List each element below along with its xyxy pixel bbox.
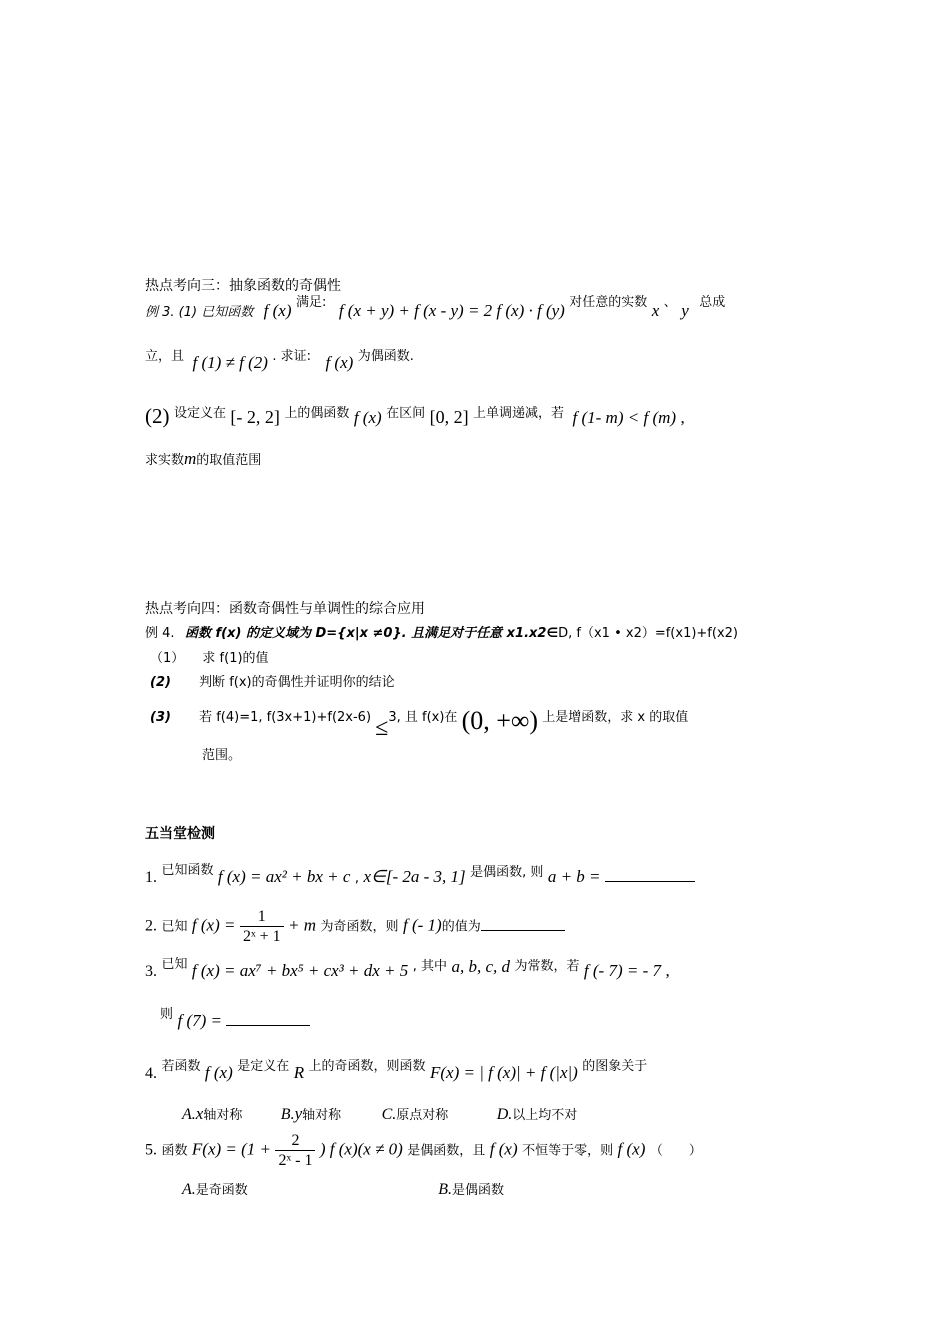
example3-any: 对任意的实数 <box>569 295 648 310</box>
q5-number: 5. <box>145 1141 157 1159</box>
q5-F-right-text: ) f (x)(x ≠ 0) <box>319 1139 403 1159</box>
question-5-options <box>182 1180 504 1201</box>
q5-F-right <box>320 1140 403 1159</box>
q4-option-b-var-text: y <box>294 1104 303 1123</box>
q4-option-d: 以上均不对 <box>512 1108 578 1123</box>
q4-option-b-letter <box>281 1106 295 1123</box>
q4-R-text: R <box>293 1063 305 1082</box>
example3-satisfy: 满足: <box>295 295 327 310</box>
section5-heading: 五当堂检测 <box>145 826 215 842</box>
q3-function-text: f (x) = ax⁷ + bx⁵ + cx³ + dx + 5 <box>191 961 409 980</box>
q5-F-left <box>192 1140 271 1159</box>
section4-heading: 热点考向四：函数奇偶性与单调性的综合应用 <box>145 601 425 617</box>
q1-text-a: 已知函数 <box>161 863 214 878</box>
q4-option-a-letter-text: A. <box>182 1106 196 1123</box>
q1-text-c: 是偶函数, 则 <box>470 865 544 880</box>
example3-sep: 、 <box>663 295 677 310</box>
item3-text-a: 若 f(4)=1, f(3x+1)+f(2x-6) <box>199 710 372 725</box>
example3-condition <box>192 353 267 372</box>
item3-interval: (0, +∞) <box>461 706 539 735</box>
q4-option-a: 轴对称 <box>203 1108 243 1123</box>
example4-text-a: 函数 f(x) 的定义域为 D={x|x ≠0}. 且满足对于任意 x1.x2∈ <box>185 626 559 641</box>
example4-line <box>145 624 738 643</box>
example3-part2-line2 <box>145 448 261 470</box>
part2-inequality <box>573 408 677 427</box>
part2-line2-a: 求实数 <box>145 453 185 468</box>
q4-text-c: 上的奇函数，则函数 <box>308 1059 426 1074</box>
q4-F-text: F(x) = | f (x)| + f (|x|) <box>430 1063 578 1082</box>
part2-interval: [- 2, 2] <box>230 407 280 427</box>
item1-text: 求 f(1)的值 <box>202 651 269 666</box>
q2-text-a: 已知 <box>161 919 188 935</box>
q3-constants <box>451 957 510 976</box>
example3-fx2-text: f (x) <box>325 353 354 372</box>
question-5 <box>145 1131 702 1170</box>
q4-option-a-letter <box>182 1106 196 1123</box>
example4-item2 <box>150 675 395 692</box>
q5-paren: （ ） <box>649 1143 702 1159</box>
part2-fx <box>354 408 382 427</box>
q2-answer-blank[interactable] <box>481 916 565 931</box>
q1-ask-text: a + b = <box>547 867 601 886</box>
q5-fraction-numerator: 2 <box>275 1131 315 1151</box>
example3-always: 总成 <box>699 295 726 310</box>
q4-fx <box>205 1063 233 1082</box>
example4-item3 <box>150 700 689 741</box>
q1-number: 1. <box>145 869 157 886</box>
q4-R <box>294 1063 304 1082</box>
q4-fx-text: f (x) <box>204 1063 233 1082</box>
item3-text-c: 上是增函数，求 x 的取值 <box>542 710 689 725</box>
example4-label: 例 4. <box>145 626 175 641</box>
q3-text-a: 已知 <box>161 957 188 972</box>
q3-text-b: , 其中 <box>412 959 447 974</box>
example3-prove: . 求证: <box>272 349 311 364</box>
item3-text-b: 3, 且 f(x)在 <box>388 710 458 725</box>
example3-condition-text: f (1) ≠ f (2) <box>192 353 268 372</box>
part2-text-b: 上的偶函数 <box>284 406 350 421</box>
q4-option-c: 原点对称 <box>396 1108 449 1123</box>
question-4 <box>145 1059 648 1085</box>
q1-text-b: , <box>354 871 360 886</box>
q4-option-d-letter <box>497 1106 513 1123</box>
q5-F-left-text: F(x) = (1 + <box>191 1139 272 1159</box>
q2-fraction <box>240 907 284 946</box>
q5-text-b: 是偶函数，且 <box>407 1143 486 1159</box>
q5-option-b-letter-text: B. <box>438 1181 453 1198</box>
part2-comma: , <box>680 408 685 427</box>
example3-var-y-text: y <box>681 301 689 320</box>
question-3-line2 <box>160 1007 310 1032</box>
example3-part2-line1 <box>145 403 685 430</box>
part2-line2-b: 的取值范围 <box>196 453 262 468</box>
q3-answer-blank[interactable] <box>226 1011 310 1026</box>
example3-equation <box>339 301 565 320</box>
q2-function-text: f (x) = <box>191 915 236 935</box>
q5-fraction-denominator: 2ˣ - 1 <box>278 1152 313 1170</box>
q5-option-b-letter <box>438 1181 452 1198</box>
q4-text-d: 的图象关于 <box>582 1059 648 1074</box>
example4-item1 <box>150 651 269 668</box>
part2-inequality-text: f (1- m) < f (m) <box>572 408 677 427</box>
item1-number: （1） <box>150 651 185 666</box>
q5-fraction <box>275 1131 315 1170</box>
q5-option-b: 是偶函数 <box>452 1183 505 1198</box>
item3-number: (3) <box>150 710 171 725</box>
q2-ask <box>403 916 442 935</box>
part2-text-a: 设定义在 <box>173 406 226 421</box>
q5-option-a: 是奇函数 <box>195 1183 248 1198</box>
q3-condition <box>584 961 661 980</box>
q5-fx2-text: f (x) <box>617 1139 646 1159</box>
example3-var-x-text: x <box>651 301 660 320</box>
q1-answer-blank[interactable] <box>605 867 695 882</box>
q1-function-text: f (x) = ax² + bx + c <box>217 867 351 886</box>
q4-F <box>430 1063 578 1082</box>
q3-comma: , <box>665 961 670 980</box>
q4-text-b: 是定义在 <box>237 1059 290 1074</box>
q2-plus-m-text: + m <box>288 915 317 935</box>
q3-constants-text: a, b, c, d <box>451 957 510 976</box>
q3-ask <box>177 1011 222 1030</box>
example3-fx2 <box>325 353 353 372</box>
section3-heading: 热点考向三：抽象函数的奇偶性 <box>145 278 341 294</box>
q2-ask-text: f (- 1) <box>402 915 442 935</box>
q4-option-c-letter <box>382 1106 397 1123</box>
part2-interval2: [0, 2] <box>429 407 469 427</box>
q4-option-b: 轴对称 <box>302 1108 342 1123</box>
example3-var-x <box>652 301 660 320</box>
example3-fx <box>264 301 292 320</box>
q4-number: 4. <box>145 1065 157 1082</box>
q1-function <box>218 867 351 886</box>
item3-leq: ≤ <box>375 715 389 741</box>
item2-text: 判断 f(x)的奇偶性并证明你的结论 <box>199 675 395 690</box>
q5-option-a-letter-text: A. <box>182 1181 196 1198</box>
q4-option-a-var-text: x <box>195 1104 204 1123</box>
q2-fraction-numerator: 1 <box>240 907 284 927</box>
example3-fx-text: f (x) <box>263 301 292 320</box>
example3-label: 例 3. (1) 已知函数 <box>145 305 254 320</box>
q3-condition-text: f (- 7) = - 7 <box>583 961 661 980</box>
q5-option-a-letter <box>182 1181 196 1198</box>
question-4-options <box>182 1103 577 1126</box>
example3-equation-text: f (x + y) + f (x - y) = 2 f (x) · f (y) <box>338 301 565 320</box>
q1-domain-text: x∈[- 2a - 3, 1] <box>363 867 466 886</box>
q3-line2-a: 则 <box>160 1007 174 1022</box>
q5-fx2 <box>618 1140 646 1159</box>
q5-fx-text: f (x) <box>489 1139 518 1159</box>
q5-text-c: 不恒等于零，则 <box>522 1143 614 1159</box>
q2-number: 2. <box>145 917 157 935</box>
part2-var-m-text: m <box>184 449 197 468</box>
example3-line1 <box>145 295 726 322</box>
q3-ask-text: f (7) = <box>177 1011 222 1030</box>
example3-var-y <box>681 301 689 320</box>
q2-text-c: 的值为 <box>441 919 481 935</box>
question-2 <box>145 907 565 946</box>
q4-option-b-var <box>295 1104 303 1123</box>
part2-var-m <box>184 449 196 468</box>
q4-option-b-letter-text: B. <box>280 1106 295 1123</box>
q1-domain <box>363 867 465 886</box>
q4-option-c-letter-text: C. <box>381 1106 397 1123</box>
q4-text-a: 若函数 <box>161 1059 201 1074</box>
q5-text-a: 函数 <box>161 1143 188 1159</box>
example3-even: 为偶函数. <box>357 349 414 364</box>
q2-text-b: 为奇函数，则 <box>320 919 399 935</box>
question-3 <box>145 957 670 983</box>
q3-number: 3. <box>145 963 157 980</box>
q5-fx <box>490 1140 518 1159</box>
part2-number: (2) <box>145 404 170 428</box>
example4-text-b: D, f（x1 • x2）=f(x1)+f(x2) <box>558 626 738 641</box>
q2-function <box>192 916 236 935</box>
q3-text-c: 为常数，若 <box>514 959 580 974</box>
item2-number: (2) <box>150 675 171 690</box>
item3-line2: 范围。 <box>202 748 242 763</box>
part2-text-c: 在区间 <box>386 406 426 421</box>
question-1 <box>145 863 695 889</box>
q4-option-d-letter-text: D. <box>496 1106 513 1123</box>
example3-line2 <box>145 349 414 374</box>
example3-line2-lead: 立，且 <box>145 349 185 364</box>
q3-function <box>192 961 408 980</box>
q1-ask <box>548 867 601 886</box>
part2-fx-text: f (x) <box>353 408 382 427</box>
q2-fraction-denominator: 2ˣ + 1 <box>242 928 281 946</box>
q2-plus-m <box>288 916 316 935</box>
part2-text-d: 上单调递减，若 <box>473 406 565 421</box>
